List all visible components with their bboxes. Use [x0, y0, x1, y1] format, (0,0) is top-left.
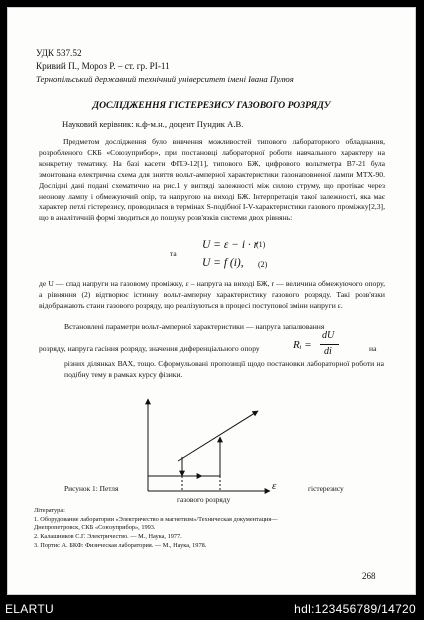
hysteresis-figure: [138, 391, 278, 497]
reference-item: 2. Калашников С.Г. Электричество. — М., Наука, 1977.: [34, 533, 182, 540]
figure-xlabel: газового розряду: [177, 495, 231, 504]
paragraph-results-rest: різних ділянках ВАХ, тощо. Сформульовані пропозиції щодо постановки лабораторної роботи на подібну тему в рамках курсу фізики.: [64, 359, 384, 379]
fraction-bar: [320, 344, 339, 345]
udk-code: УДК 537.52: [36, 48, 82, 58]
page-number: 268: [362, 571, 376, 581]
university: Тернопільський державний технічний університет імені Івана Пулюя: [36, 74, 294, 84]
equation-conjunction: та: [170, 249, 177, 258]
paragraph-results-line2: розряду, напруга гасіння розряду, значення диференціального опору: [39, 344, 260, 353]
reference-item: Днепропетровск, СКБ «Союзуприбор», 1993.: [34, 524, 156, 531]
repository-footer: [0, 597, 424, 620]
paragraph-definitions: де U — спад напруги на газовому проміжку, ε – напруга на виході БЖ, r — величина обмежуючого опору, а рівняння (2) відтворює істинну вольт-амперну характеристику газового розряду. Такі розв'язки відображають стани газового розряду, що реалізуються в процесі поступової зміни напруги ε.: [39, 279, 385, 310]
handle-identifier[interactable]: hdl:123456789/14720: [294, 602, 416, 616]
x-axis-symbol: ε: [272, 480, 277, 492]
paragraph-results-line1: Встановлені параметри вольт-амперної характеристики — напруга запалювання: [64, 322, 325, 331]
document-page: [7, 7, 416, 595]
figure-caption-left: Рисунок 1: Петля: [64, 484, 119, 493]
authors: Кривий П., Мороз Р. – ст. гр. РІ-11: [36, 61, 170, 71]
paragraph-results-line2-end: на: [369, 344, 377, 353]
equation-2-number: (2): [258, 260, 268, 269]
reference-item: 1. Оборудование лаборатории «Электричество и магнетизм»/Техническая документация—: [34, 516, 278, 523]
supervisor: Науковий керівник: к.ф-м.н., доцент Пундик А.В.: [62, 119, 244, 129]
equation-3-lhs: Rᵢ =: [293, 339, 312, 351]
reference-item: 3. Портис А. БКФ: Физическая лаборатория. — М., Наука, 1978.: [34, 542, 207, 549]
paper-title: ДОСЛІДЖЕННЯ ГІСТЕРЕЗИСУ ГАЗОВОГО РОЗРЯДУ: [92, 100, 331, 111]
repository-name: ELARTU: [5, 602, 54, 616]
equation-1-number: (1): [256, 240, 266, 249]
paragraph-intro: Предметом дослідження було вивчення можливостей типового лабораторного обладнання, розробленого СКБ «Союзуприбор», при постановці лабораторної роботи навчального характеру на конкретну тематику. На базі касети ФПЭ-12[1], типового БЖ, цифрового вольтметра В7-21 була змонтована електрична схема для зняття вольт-амперної характеристики газонаповненої лампи МТХ-90. Дослідні дані подані схематично на рис.1 у вигляді залежності між силою струму, що протікає через неонову лампу і обмежуючий опір, та напругою на виході БЖ. Інтерпретація такої залежності, яка має характер петлі гістерезису, проводилася в термінах S-подібної I-V-характеристики газового проміжку[2,3], що в аналітичній формі зводиться до пошуку розв'язків системи двох рівнянь:: [39, 137, 385, 223]
references-heading: Література:: [34, 507, 65, 514]
equation-3-numerator: dU: [322, 330, 335, 341]
equation-3-denominator: di: [324, 346, 332, 357]
equation-1: U = ε − i · r: [202, 239, 259, 251]
upper-branch: [178, 411, 258, 461]
equation-2: U = f (i),: [202, 257, 244, 269]
figure-caption-right: гістерезису: [308, 484, 344, 493]
